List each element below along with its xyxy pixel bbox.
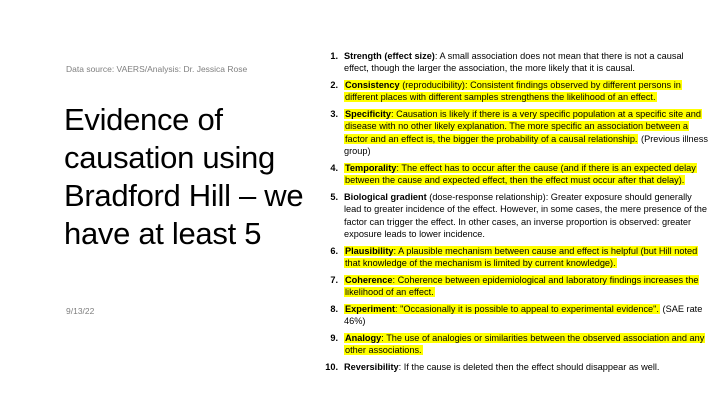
criterion-body — [344, 333, 705, 355]
criterion-description: : Coherence between epidemiological and laboratory findings increases the likelihood of an effect. — [345, 274, 699, 298]
criterion-item — [318, 79, 710, 104]
criterion-term: Plausibility — [345, 245, 394, 256]
criterion-body — [344, 80, 682, 102]
criterion-number: 8. — [330, 303, 338, 314]
criterion-body — [344, 246, 698, 268]
criterion-item — [318, 332, 710, 357]
criterion-body — [344, 109, 708, 156]
criterion-item — [318, 245, 710, 270]
criterion-term: Specificity — [345, 109, 391, 119]
slide-title: Evidence of causation using Bradford Hill – we have at least 5 — [64, 102, 304, 251]
criterion-note: (SAE rate 46%) — [344, 303, 703, 327]
criterion-item — [318, 162, 710, 187]
criterion-item — [318, 50, 710, 75]
criterion-description: : Causation is likely if there is a very specific population at a specific site and disease with no other likely explanation. The more specific an association between a factor and an effect is, the bigger the probability of a causal relationship. — [345, 109, 701, 144]
criterion-description: : The effect has to occur after the cause (and if there is an expected delay between the cause and expected effect, then the effect must occur after that delay). — [345, 162, 696, 186]
criterion-description: (dose-response relationship): Greater exposure should generally lead to greater incidence of the effect. However, in some cases, the mere presence of the factor can trigger the effect. In other cases, an inverse proportion is observed: greater exposure leads to lower incidence. — [344, 191, 707, 240]
criterion-description: : A small association does not mean that there is not a causal effect, though the larger the association, the more likely that it is causal. — [344, 51, 684, 74]
criterion-number: 10. — [325, 361, 338, 372]
criterion-item — [318, 108, 710, 158]
criterion-item — [318, 303, 710, 328]
criterion-description: : "Occasionally it is possible to appeal to experimental evidence". — [395, 303, 659, 314]
criterion-number: 5. — [330, 191, 338, 202]
criterion-description: : A plausible mechanism between cause and effect is helpful (but Hill noted that knowledge of the mechanism is limited by current knowledge). — [345, 245, 698, 269]
criterion-item — [318, 274, 710, 299]
criterion-body — [344, 163, 697, 185]
criterion-number: 6. — [330, 245, 338, 256]
criterion-description: : If the cause is deleted then the effect should disappear as well. — [398, 361, 660, 372]
criterion-number: 9. — [330, 332, 338, 343]
criterion-number: 2. — [330, 80, 338, 90]
criterion-description: (reproducibility): Consistent findings observed by different persons in different places with different samples strengthens the likelihood of an effect. — [345, 80, 681, 103]
criterion-term: Coherence — [345, 274, 393, 285]
criterion-body — [344, 275, 699, 297]
criterion-item — [318, 361, 710, 373]
criterion-term: Experiment — [345, 303, 396, 314]
data-source-note: Data source: VAERS/Analysis: Dr. Jessica Rose — [66, 64, 248, 74]
criterion-item — [318, 191, 710, 241]
criterion-number: 3. — [330, 109, 338, 119]
criterion-body — [344, 192, 707, 239]
criterion-term: Strength (effect size) — [344, 51, 435, 61]
criterion-body — [344, 51, 684, 73]
criterion-term: Biological gradient — [344, 191, 427, 202]
criterion-number: 4. — [330, 162, 338, 173]
criterion-number: 7. — [330, 274, 338, 285]
criterion-term: Reversibility — [344, 361, 399, 372]
criteria-list — [318, 50, 710, 377]
criterion-term: Analogy — [345, 332, 382, 343]
criterion-body — [344, 304, 702, 326]
criterion-note: (Previous illness group) — [344, 133, 708, 157]
criterion-number: 1. — [330, 51, 338, 61]
criterion-term: Consistency — [345, 80, 400, 90]
criterion-description: : The use of analogies or similarities between the observed association and any other associations. — [345, 332, 705, 356]
criterion-term: Temporality — [345, 162, 397, 173]
slide-date: 9/13/22 — [66, 306, 95, 316]
criterion-body — [344, 362, 659, 372]
